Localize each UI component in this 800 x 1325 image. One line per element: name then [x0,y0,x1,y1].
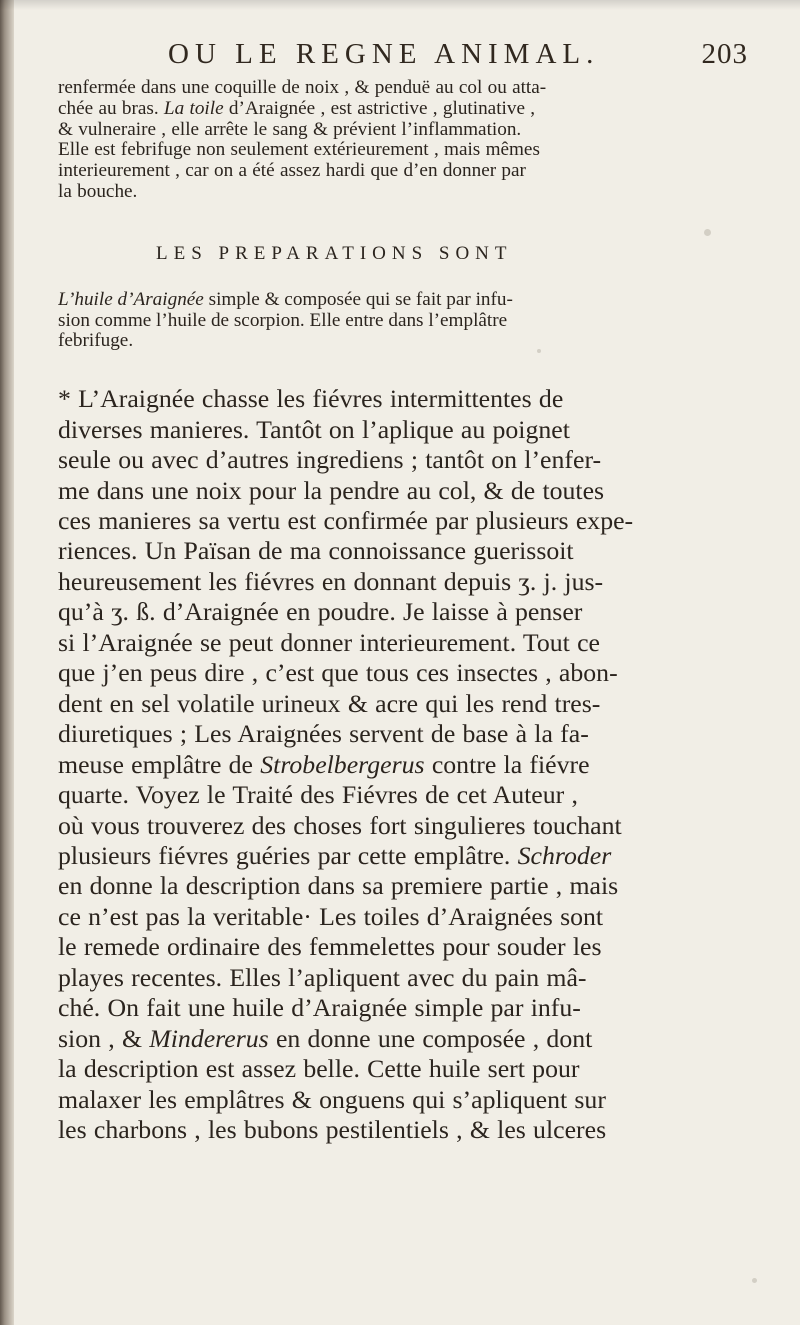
main-line: me dans une noix pour la pendre au col, & de toutes [58,475,605,505]
running-head [58,34,748,74]
intro-line: interieurement , car on a été assez hardi que d’en donner par [58,161,526,182]
running-head-title: OU LE REGNE ANIMAL. [168,38,600,70]
main-line: diuretiques ; Les Araignées servent de base à la fa- [58,719,589,749]
preparation-paragraph [58,290,748,352]
main-line: dent en sel volatile urineux & acre qui les rend tres- [58,688,601,718]
main-line: ce n’est pas la veritable· Les toiles d’Araignées sont [58,901,604,931]
main-line: sion , & Mindererus en donne une composée , dont [58,1023,593,1053]
main-line: diverses manieres. Tantôt on l’aplique au poignet [58,414,570,444]
main-line: * L’Araignée chasse les fiévres intermittentes de [58,384,564,414]
preparation-line: sion comme l’huile de scorpion. Elle entre dans l’emplâtre [58,310,508,331]
main-line: heureusement les fiévres en donnant depuis ʒ. j. jus- [58,566,604,596]
intro-line: chée au bras. La toile d’Araignée , est astrictive , glutinative , [58,98,536,119]
main-line: seule ou avec d’autres ingrediens ; tantôt on l’enfer- [58,445,602,475]
main-line: ces manieres sa vertu est confirmée par plusieurs expe- [58,505,634,535]
paper-speck [704,229,711,236]
page-number: 203 [701,38,748,70]
paper-speck [537,349,541,353]
preparation-line: febrifuge. [58,331,134,352]
main-line: qu’à ʒ. ß. d’Araignée en poudre. Je laisse à penser [58,597,583,627]
main-line: les charbons , les bubons pestilentiels , & les ulceres [58,1115,607,1145]
main-line: plusieurs fiévres guéries par cette emplâtre. Schroder [58,840,612,870]
main-line: playes recentes. Elles l’apliquent avec du pain mâ- [58,962,587,992]
main-line: en donne la description dans sa premiere partie , mais [58,871,619,901]
main-line: si l’Araignée se peut donner interieurement. Tout ce [58,627,600,657]
main-line: ché. On fait une huile d’Araignée simple par infu- [58,993,581,1023]
main-paragraph [58,384,748,1145]
main-line: meuse emplâtre de Strobelbergerus contre la fiévre [58,749,590,779]
section-heading: LES PREPARATIONS SONT [156,242,513,264]
main-line: la description est assez belle. Cette huile sert pour [58,1054,580,1084]
main-line: malaxer les emplâtres & onguens qui s’apliquent sur [58,1084,606,1114]
intro-line: & vulneraire , elle arrête le sang & prévient l’inflammation. [58,119,522,140]
intro-line: Elle est febrifuge non seulement extérieurement , mais mêmes [58,140,540,161]
paper-speck [752,1278,757,1283]
page-spine-shadow [0,0,14,1325]
intro-line: la bouche. [58,181,138,202]
main-line: le remede ordinaire des femmelettes pour souder les [58,932,602,962]
main-line: que j’en peus dire , c’est que tous ces insectes , abon- [58,658,618,688]
intro-paragraph [58,78,748,203]
page-top-shadow [0,0,800,10]
intro-line: renfermée dans une coquille de noix , & penduë au col ou atta- [58,78,547,98]
preparation-line: L’huile d’Araignée simple & composée qui se fait par infu- [58,289,513,310]
main-line: riences. Un Païsan de ma connoissance guerissoit [58,536,574,566]
main-line: où vous trouverez des choses fort singulieres touchant [58,810,622,840]
main-line: quarte. Voyez le Traité des Fiévres de cet Auteur , [58,780,578,810]
page-content [58,34,748,1146]
